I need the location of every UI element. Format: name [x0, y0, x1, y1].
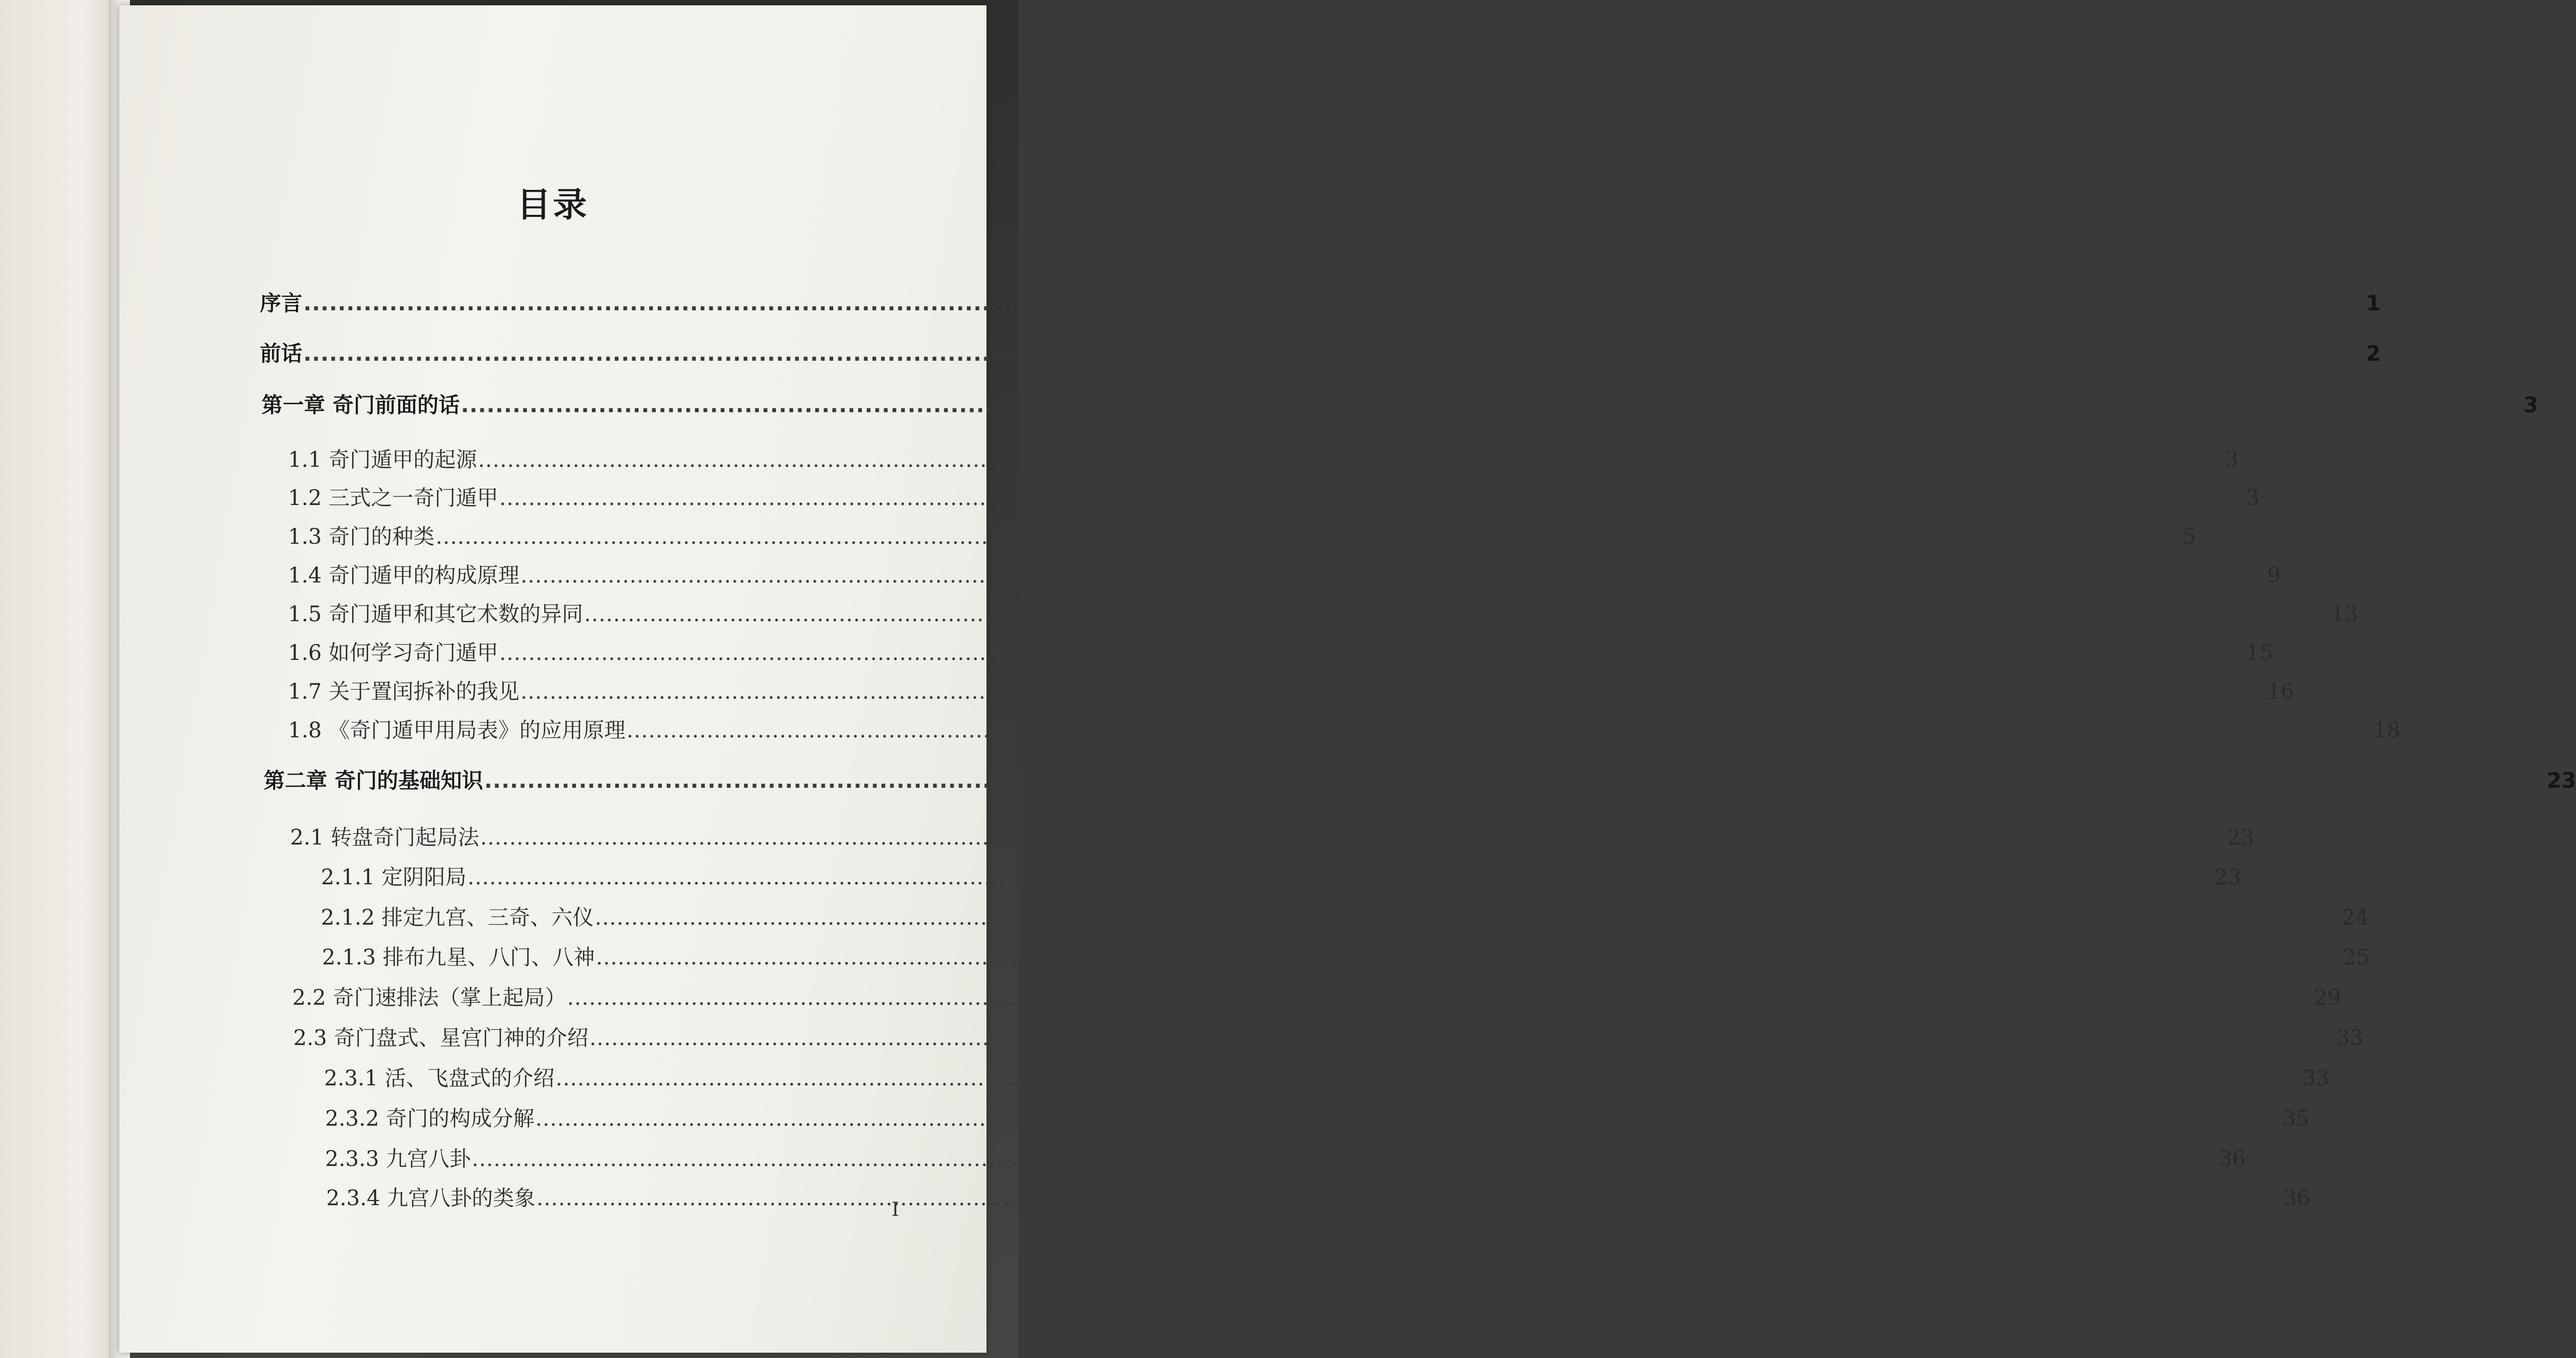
- toc-entry-page: 23: [2546, 769, 2576, 793]
- toc-entry-1-5: [288, 597, 2358, 628]
- toc-entry-label: 1.2 三式之一奇门遁甲: [288, 486, 499, 510]
- dot-leader: [303, 342, 2365, 366]
- dot-leader: [484, 769, 2546, 793]
- dot-leader: [468, 865, 2214, 890]
- book-page: [119, 5, 2576, 1353]
- toc-entry-label: 1.7 关于置闰拆补的我见: [288, 680, 520, 704]
- dot-leader: [435, 525, 2181, 549]
- dot-leader: [596, 945, 2342, 970]
- toc-entry-label: 1.3 奇门的种类: [288, 525, 435, 549]
- toc-entry-label: 第一章 奇门前面的话: [261, 393, 460, 417]
- toc-entry-label: 2.1.1 定阴阳局: [321, 865, 467, 890]
- dot-leader: [626, 718, 2372, 743]
- dot-leader: [537, 1186, 2283, 1211]
- dot-leader: [567, 986, 2313, 1010]
- toc-entry-page: 35: [2282, 1107, 2309, 1131]
- toc-entry-2-3-3: [325, 1142, 2246, 1172]
- dot-leader: [520, 563, 2266, 588]
- toc-entry-label: 1.1 奇门遁甲的起源: [288, 448, 477, 472]
- dot-leader: [536, 1107, 2282, 1131]
- toc-entry-page: 9: [2267, 563, 2281, 588]
- toc-entry-page: 25: [2343, 945, 2370, 970]
- toc-entry-label: 2.2 奇门速排法（掌上起局）: [292, 986, 566, 1010]
- toc-entry-label: 序言: [260, 291, 302, 316]
- dot-leader: [556, 1066, 2302, 1091]
- toc-entry-preface: [260, 286, 2381, 317]
- toc-entry-label: 2.3.1 活、飞盘式的介绍: [324, 1066, 555, 1091]
- dot-leader: [461, 393, 2522, 417]
- dot-leader: [520, 680, 2266, 704]
- toc-entry-1-1: [288, 443, 2239, 473]
- toc-entry-label: 2.3.4 九宫八卦的类象: [326, 1186, 536, 1211]
- toc-entry-1-6: [288, 636, 2273, 666]
- toc-entry-1-8: [288, 713, 2400, 744]
- toc-entry-1-3: [288, 520, 2196, 550]
- toc-entry-label: 第二章 奇门的基础知识: [264, 769, 483, 793]
- toc-entry-page: 23: [2214, 865, 2241, 890]
- toc-entry-page: 33: [2336, 1026, 2363, 1050]
- dot-leader: [303, 291, 2365, 316]
- toc-entry-label: 2.1 转盘奇门起局法: [290, 825, 479, 850]
- toc-entry-label: 1.8 《奇门遁甲用局表》的应用原理: [288, 718, 626, 743]
- toc-entry-page: 15: [2246, 641, 2273, 665]
- toc-entry-label: 1.4 奇门遁甲的构成原理: [288, 563, 520, 588]
- toc-entry-page: 3: [2523, 393, 2538, 417]
- dot-leader: [478, 448, 2224, 472]
- toc-entry-2-2: [292, 981, 2341, 1011]
- toc-entry-label: 1.5 奇门遁甲和其它术数的异同: [288, 602, 583, 626]
- toc-entry-page: 36: [2283, 1186, 2310, 1211]
- page-folio: I: [892, 1199, 900, 1221]
- toc-entry-page: 1: [2365, 291, 2381, 316]
- toc-entry-chapter-1: [261, 388, 2538, 419]
- toc-entry-label: 2.1.3 排布九星、八门、八神: [322, 945, 595, 970]
- dot-leader: [499, 641, 2245, 665]
- dot-leader: [472, 1147, 2218, 1171]
- toc-entry-2-1: [290, 821, 2254, 851]
- toc-entry-page: 2: [2365, 342, 2381, 366]
- toc-entry-page: 29: [2313, 986, 2341, 1010]
- page-title: 目录: [517, 186, 589, 225]
- toc-entry-page: 5: [2182, 525, 2196, 549]
- dot-leader: [584, 602, 2330, 626]
- toc-entry-page: 24: [2342, 906, 2369, 930]
- left-page-edge: [0, 0, 119, 1358]
- dot-leader: [595, 906, 2341, 930]
- toc-entry-1-7: [288, 675, 2294, 705]
- toc-entry-foreword: [260, 337, 2381, 367]
- toc-entry-2-3-2: [325, 1102, 2309, 1132]
- toc-entry-label: 2.3 奇门盘式、星宫门神的介绍: [293, 1026, 589, 1050]
- toc-entry-page: 36: [2219, 1147, 2246, 1171]
- toc-entry-2-3-1: [324, 1061, 2329, 1092]
- toc-entry-2-1-3: [322, 941, 2370, 971]
- toc-entry-2-3: [293, 1021, 2363, 1051]
- toc-entry-page: 33: [2302, 1066, 2329, 1091]
- toc-entry-label: 2.1.2 排定九宫、三奇、六仪: [321, 906, 594, 930]
- toc-entry-page: 3: [2246, 486, 2260, 510]
- toc-entry-1-2: [288, 481, 2260, 511]
- toc-entry-2-3-4: [326, 1181, 2310, 1212]
- dot-leader: [589, 1026, 2335, 1050]
- toc-entry-page: 18: [2373, 718, 2400, 743]
- table-of-contents: [119, 5, 2576, 1353]
- toc-entry-2-1-2: [321, 901, 2369, 931]
- toc-entry-2-1-1: [321, 860, 2241, 891]
- toc-entry-label: 前话: [260, 342, 302, 366]
- dot-leader: [480, 825, 2226, 850]
- toc-entry-label: 1.6 如何学习奇门遁甲: [288, 641, 499, 665]
- toc-entry-label: 2.3.3 九宫八卦: [325, 1147, 471, 1171]
- toc-entry-1-4: [288, 559, 2281, 589]
- toc-entry-page: 16: [2267, 680, 2294, 704]
- dot-leader: [499, 486, 2245, 510]
- toc-entry-page: 23: [2226, 825, 2254, 850]
- toc-entry-label: 2.3.2 奇门的构成分解: [325, 1107, 535, 1131]
- toc-entry-page: 13: [2330, 602, 2358, 626]
- toc-entry-chapter-2: [264, 764, 2576, 794]
- toc-entry-page: 3: [2224, 448, 2239, 472]
